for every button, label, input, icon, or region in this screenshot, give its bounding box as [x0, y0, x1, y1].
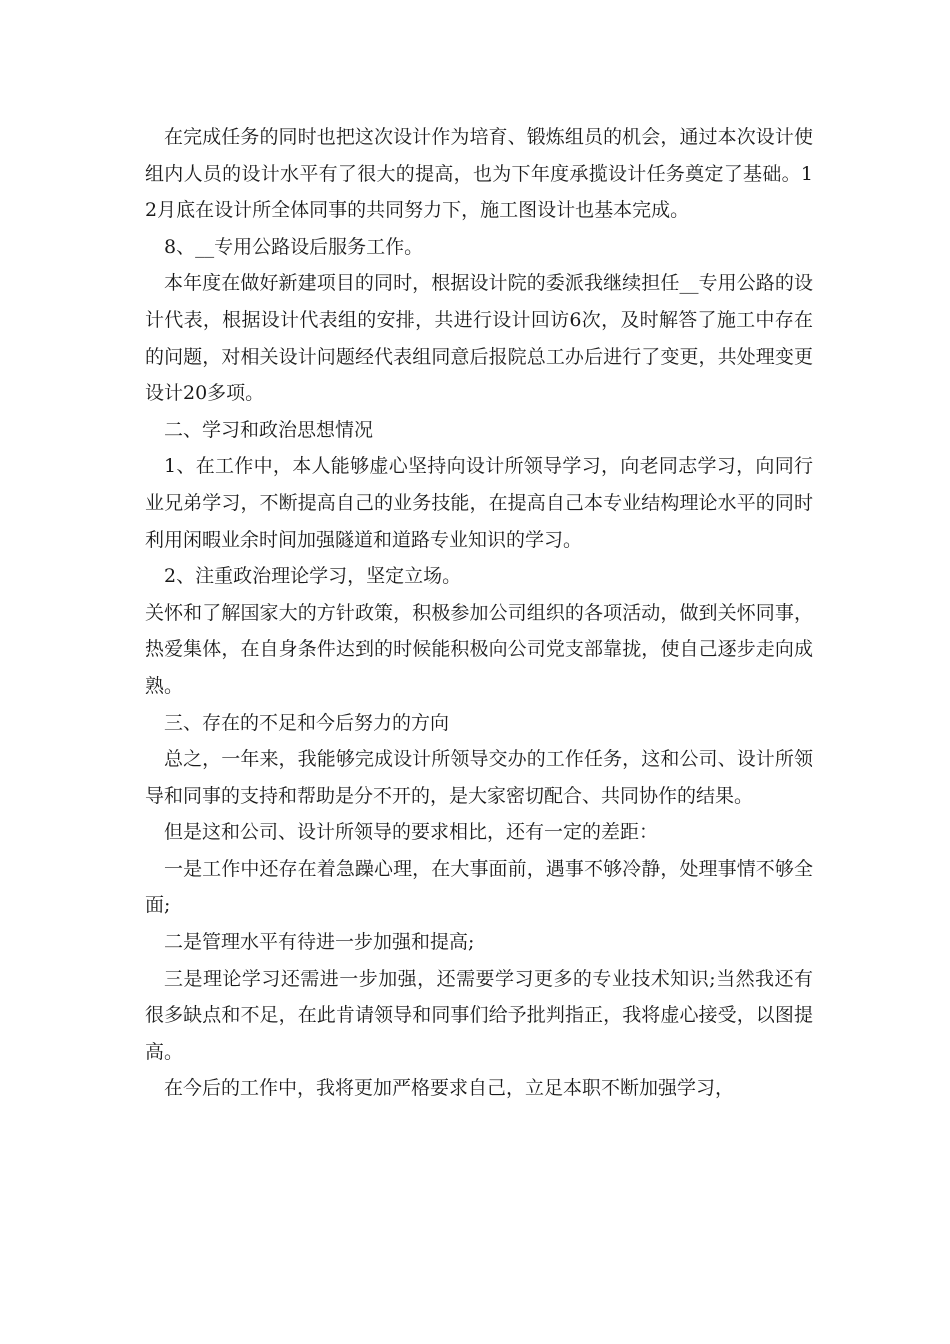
- paragraph-national-policy: 关怀和了解国家大的方针政策，积极参加公司组织的各项活动，做到关怀同事，热爱集体，在自身条件达到的时候能积极向公司党支部靠拢，使自己逐步走向成熟。: [145, 601, 813, 697]
- paragraph-design-representative: 本年度在做好新建项目的同时，根据设计院的委派我继续担任__专用公路的设计代表，根据设计代表组的安排，共进行设计回访6次，及时解答了施工中存在的问题，对相关设计问题经代表组同意后报院总工办后进行了变更，共处理变更设计20多项。: [145, 272, 813, 405]
- paragraph-gap-intro: 但是这和公司、设计所领导的要求相比，还有一定的差距：: [164, 821, 659, 844]
- paragraph-item-1-learning: 1、在工作中，本人能够虚心坚持向设计所领导学习，向老同志学习，向同行业兄弟学习，不断提高自己的业务技能，在提高自己本专业结构理论水平的同时利用闲暇业余时间加强隧道和道路专业知识的学习。: [145, 455, 813, 551]
- paragraph-future-work: 在今后的工作中，我将更加严格要求自己，立足本职不断加强学习，: [164, 1077, 735, 1100]
- section-heading-study-politics: 二、学习和政治思想情况: [164, 418, 374, 441]
- paragraph-gap-3: 三是理论学习还需进一步加强，还需要学习更多的专业技术知识;当然我还有很多缺点和不足，在此肯请领导和同事们给予批判指正，我将虚心接受，以图提高。: [145, 967, 813, 1063]
- section-heading-shortcomings: 三、存在的不足和今后努力的方向: [164, 711, 450, 734]
- paragraph-gap-2: 二是管理水平有待进一步加强和提高;: [164, 931, 475, 954]
- paragraph-heading-8-after-service: 8、__专用公路设后服务工作。: [164, 235, 424, 258]
- paragraph-item-2-political-theory: 2、注重政治理论学习，坚定立场。: [164, 565, 462, 588]
- paragraph-design-training: 在完成任务的同时也把这次设计作为培育、锻炼组员的机会，通过本次设计使组内人员的设计水平有了很大的提高，也为下年度承揽设计任务奠定了基础。12月底在设计所全体同事的共同努力下，施工图设计也基本完成。: [145, 126, 813, 222]
- paragraph-summary: 总之，一年来，我能够完成设计所领导交办的工作任务，这和公司、设计所领导和同事的支持和帮助是分不开的，是大家密切配合、共同协作的结果。: [145, 748, 813, 807]
- document-body: [145, 119, 813, 1107]
- paragraph-gap-1: 一是工作中还存在着急躁心理，在大事面前，遇事不够冷静，处理事情不够全面;: [145, 857, 813, 917]
